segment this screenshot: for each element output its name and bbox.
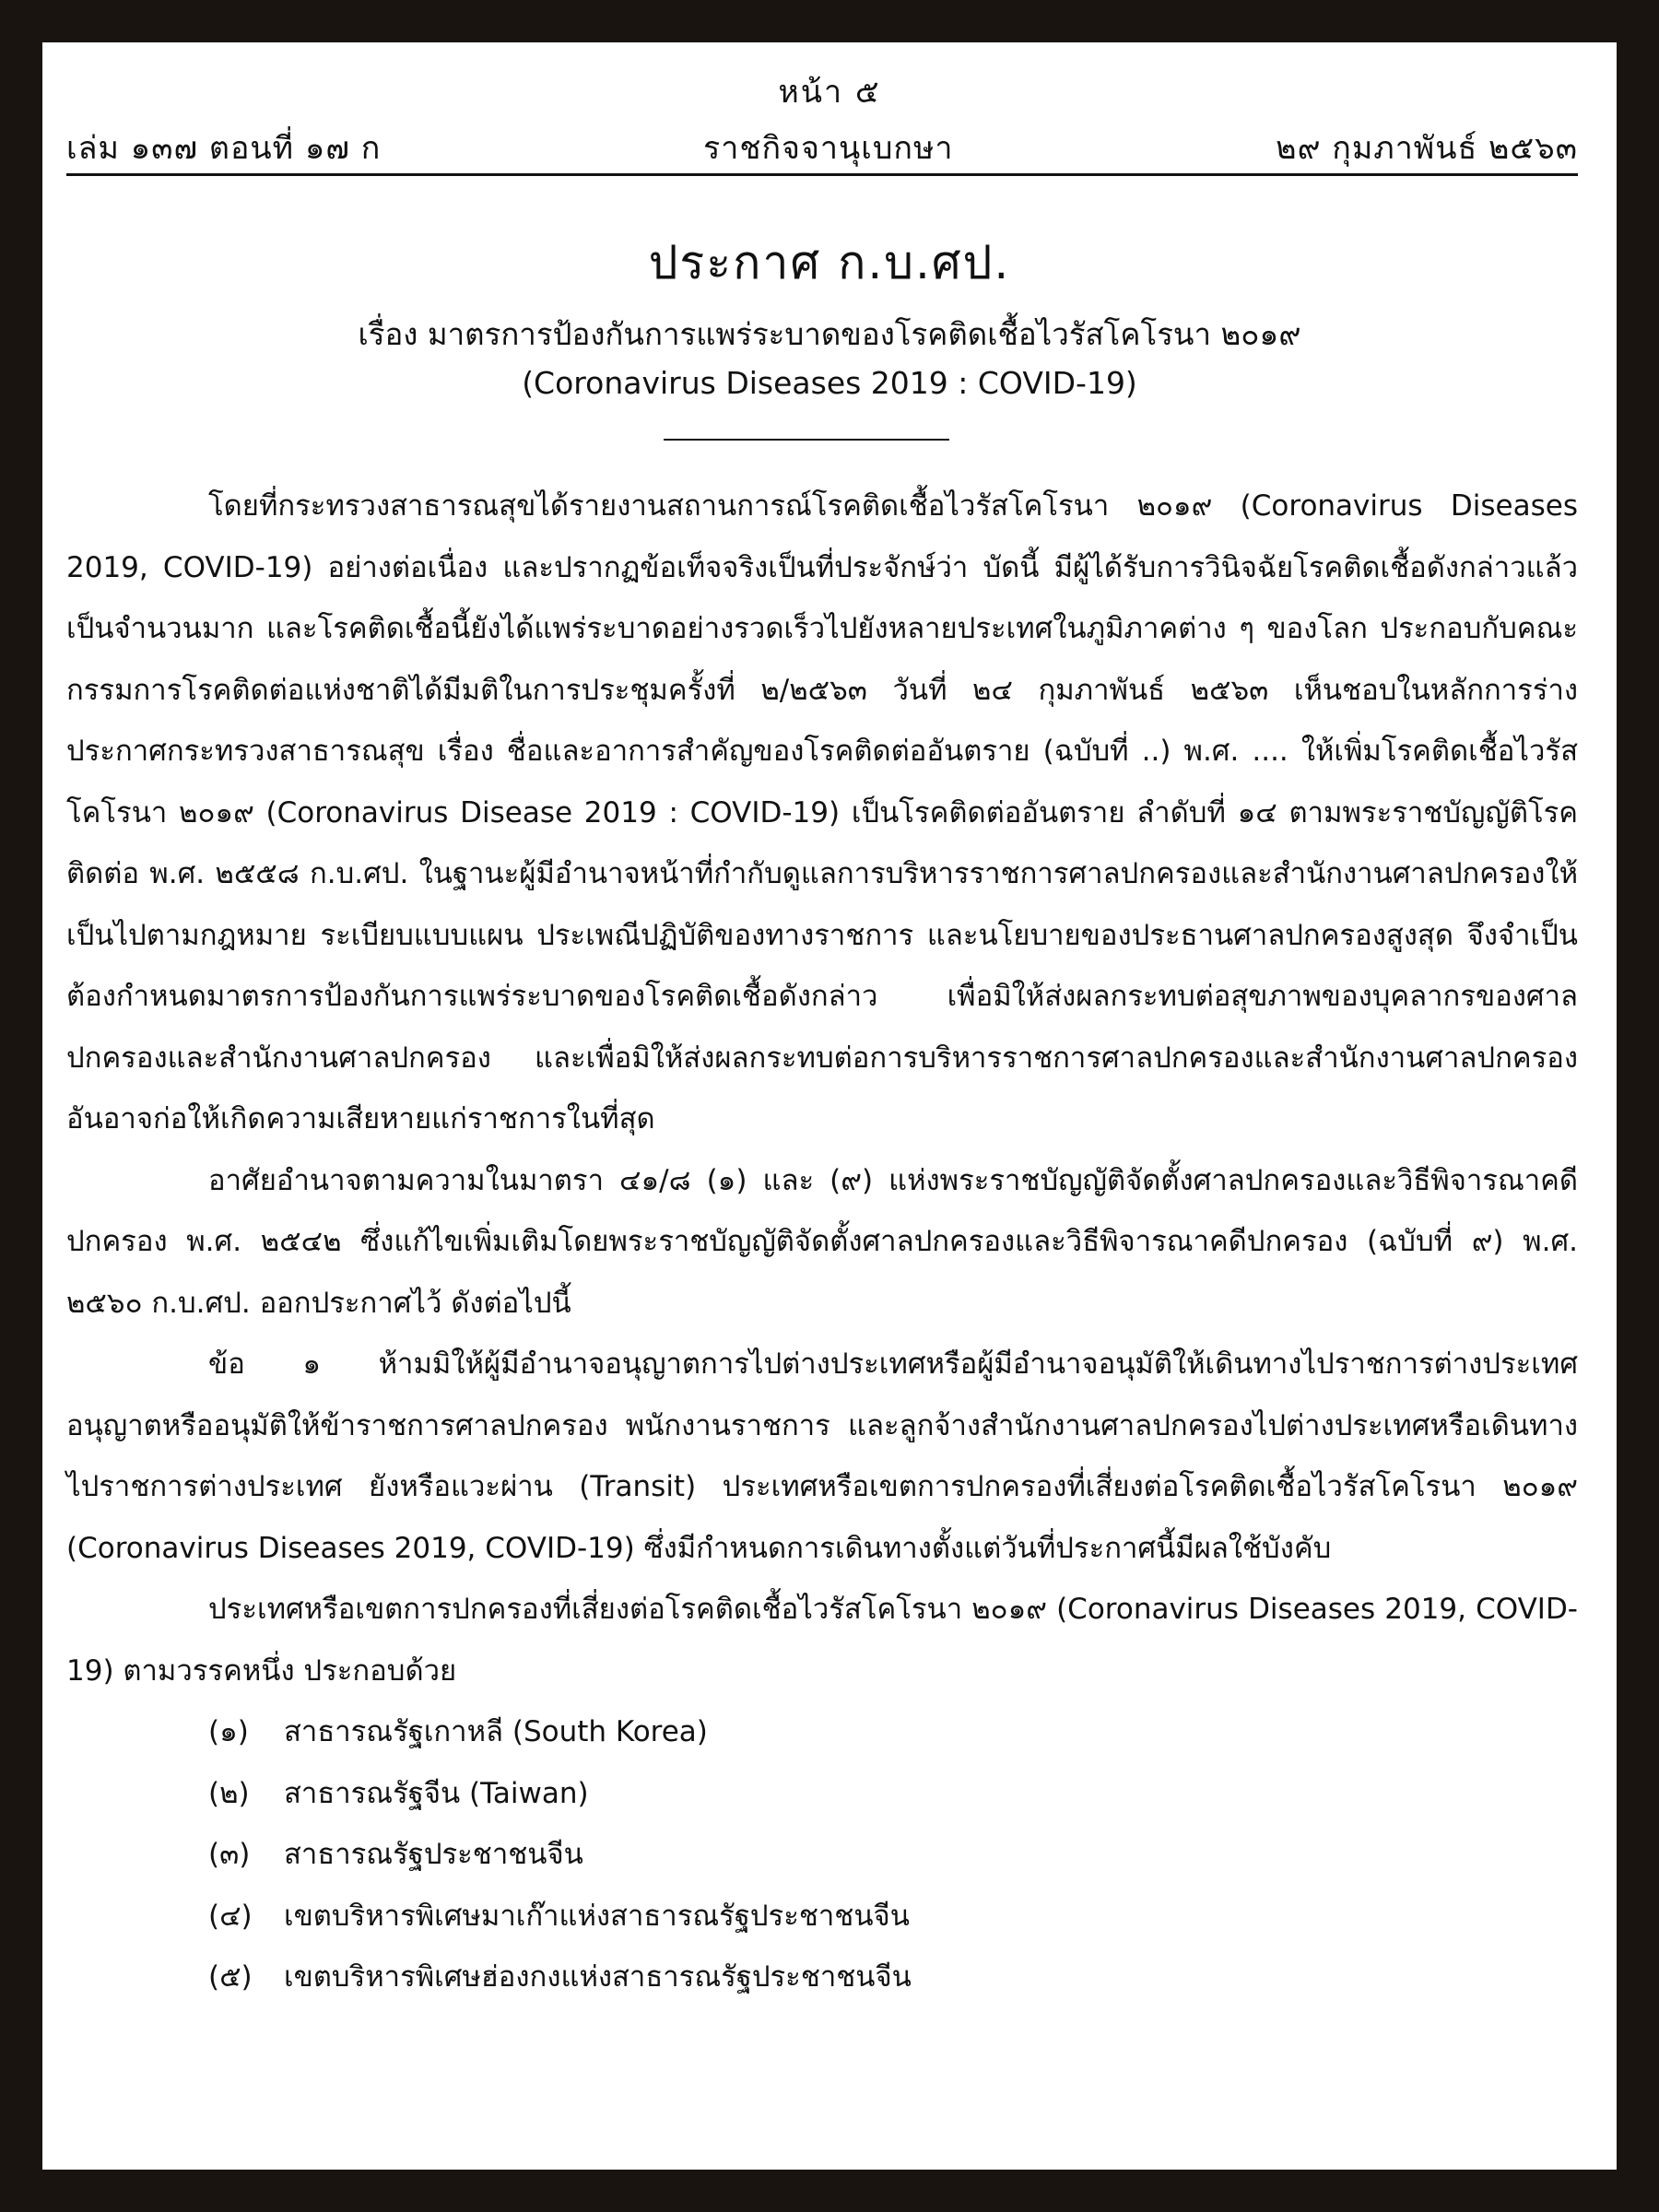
list-item-number: (๑) bbox=[208, 1715, 249, 1748]
gazette-page bbox=[42, 42, 1617, 2170]
paragraph-risk-areas: ประเทศหรือเขตการปกครองที่เสี่ยงต่อโรคติดเชื้อไวรัสโคโรนา ๒๐๑๙ (Coronavirus Diseases 2019, COVID-19) ตามวรรคหนึ่ง ประกอบด้วย bbox=[66, 1593, 1578, 1688]
paragraph-clause-1: ข้อ ๑ ห้ามมิให้ผู้มีอำนาจอนุญาตการไปต่างประเทศหรือผู้มีอำนาจอนุมัติให้เดินทางไปราชการต่างประเทศ อนุญาตหรืออนุมัติให้ข้าราชการศาลปกครอง พนักงานราชการ และลูกจ้างสำนักงานศาลปกครองไปต่างประเทศหรือเดินทางไปราชการต่างประเทศ ยังหรือแวะผ่าน (Transit) ประเทศหรือเขตการปกครองที่เสี่ยงต่อโรคติดเชื้อไวรัสโคโรนา ๒๐๑๙ (Coronavirus Diseases 2019, COVID-19) ซึ่งมีกำหนดการเดินทางตั้งแต่วันที่ประกาศนี้มีผลใช้บังคับ bbox=[66, 1347, 1578, 1565]
list-item-text: เขตบริหารพิเศษมาเก๊าแห่งสาธารณรัฐประชาชนจีน bbox=[284, 1899, 910, 1933]
paragraph-preamble: โดยที่กระทรวงสาธารณสุขได้รายงานสถานการณ์โรคติดเชื้อไวรัสโคโรนา ๒๐๑๙ (Coronavirus Diseases 2019, COVID-19) อย่างต่อเนื่อง และปรากฏข้อเท็จจริงเป็นที่ประจักษ์ว่า บัดนี้ มีผู้ได้รับการวินิจฉัยโรคติดเชื้อดังกล่าวแล้วเป็นจำนวนมาก และโรคติดเชื้อนี้ยังได้แพร่ระบาดอย่างรวดเร็วไปยังหลายประเทศในภูมิภาคต่าง ๆ ของโลก ประกอบกับคณะกรรมการโรคติดต่อแห่งชาติได้มีมติในการประชุมครั้งที่ ๒/๒๕๖๓ วันที่ ๒๔ กุมภาพันธ์ ๒๕๖๓ เห็นชอบในหลักการร่างประกาศกระทรวงสาธารณสุข เรื่อง ชื่อและอาการสำคัญของโรคติดต่ออันตราย (ฉบับที่ ..) พ.ศ. .... ให้เพิ่มโรคติดเชื้อไวรัสโคโรนา ๒๐๑๙ (Coronavirus Disease 2019 : COVID-19) เป็นโรคติดต่ออันตราย ลำดับที่ ๑๔ ตามพระราชบัญญัติโรคติดต่อ พ.ศ. ๒๕๕๘ ก.บ.ศป. ในฐานะผู้มีอำนาจหน้าที่กำกับดูแลการบริหารราชการศาลปกครองและสำนักงานศาลปกครองให้เป็นไปตามกฎหมาย ระเบียบแบบแผน ประเพณีปฏิบัติของทางราชการ และนโยบายของประธานศาลปกครองสูงสุด จึงจำเป็นต้องกำหนดมาตรการป้องกันการแพร่ระบาดของโรคติดเชื้อดังกล่าว เพื่อมิให้ส่งผลกระทบต่อสุขภาพของบุคลากรของศาลปกครองและสำนักงานศาลปกครอง และเพื่อมิให้ส่งผลกระทบต่อการบริหารราชการศาลปกครองและสำนักงานศาลปกครองอันอาจก่อให้เกิดความเสียหายแก่ราชการในที่สุด bbox=[66, 489, 1578, 1135]
list-item bbox=[66, 1947, 1578, 2008]
list-item-text: เขตบริหารพิเศษฮ่องกงแห่งสาธารณรัฐประชาชนจีน bbox=[284, 1960, 912, 1994]
publication-date: ๒๙ กุมภาพันธ์ ๒๕๖๓ bbox=[1276, 130, 1578, 167]
announcement-subject-en: (Coronavirus Diseases 2019 : COVID-19) bbox=[522, 365, 1137, 401]
paragraph-authority: อาศัยอำนาจตามความในมาตรา ๔๑/๘ (๑) และ (๙) แห่งพระราชบัญญัติจัดตั้งศาลปกครองและวิธีพิจารณาคดีปกครอง พ.ศ. ๒๕๔๒ ซึ่งแก้ไขเพิ่มเติมโดยพระราชบัญญัติจัดตั้งศาลปกครองและวิธีพิจารณาคดีปกครอง (ฉบับที่ ๙) พ.ศ. ๒๕๖๐ ก.บ.ศป. ออกประกาศไว้ ดังต่อไปนี้ bbox=[66, 1163, 1578, 1320]
list-item-number: (๓) bbox=[208, 1838, 251, 1871]
list-item bbox=[66, 1701, 1578, 1763]
list-item-number: (๕) bbox=[208, 1960, 253, 1994]
header-divider bbox=[66, 173, 1578, 176]
list-item-text: สาธารณรัฐประชาชนจีน bbox=[284, 1838, 583, 1871]
list-item bbox=[66, 1824, 1578, 1886]
list-item bbox=[66, 1763, 1578, 1825]
announcement-subject: เรื่อง มาตรการป้องกันการแพร่ระบาดของโรคติดเชื้อไวรัสโคโรนา ๒๐๑๙ bbox=[358, 316, 1301, 352]
gazette-header bbox=[66, 122, 1578, 173]
document-body bbox=[66, 476, 1578, 2008]
page-number: หน้า ๕ bbox=[778, 74, 881, 111]
title-divider bbox=[664, 439, 949, 441]
volume-issue: เล่ม ๑๓๗ ตอนที่ ๑๗ ก bbox=[66, 130, 382, 167]
risk-area-list bbox=[66, 1701, 1578, 2008]
list-item bbox=[66, 1886, 1578, 1947]
list-item-text: สาธารณรัฐจีน (Taiwan) bbox=[284, 1776, 589, 1810]
list-item-number: (๒) bbox=[208, 1776, 250, 1810]
list-item-number: (๔) bbox=[208, 1899, 253, 1933]
announcement-title: ประกาศ ก.บ.ศป. bbox=[648, 236, 1011, 289]
list-item-text: สาธารณรัฐเกาหลี (South Korea) bbox=[284, 1715, 708, 1748]
gazette-name: ราชกิจจานุเบกษา bbox=[703, 130, 954, 167]
